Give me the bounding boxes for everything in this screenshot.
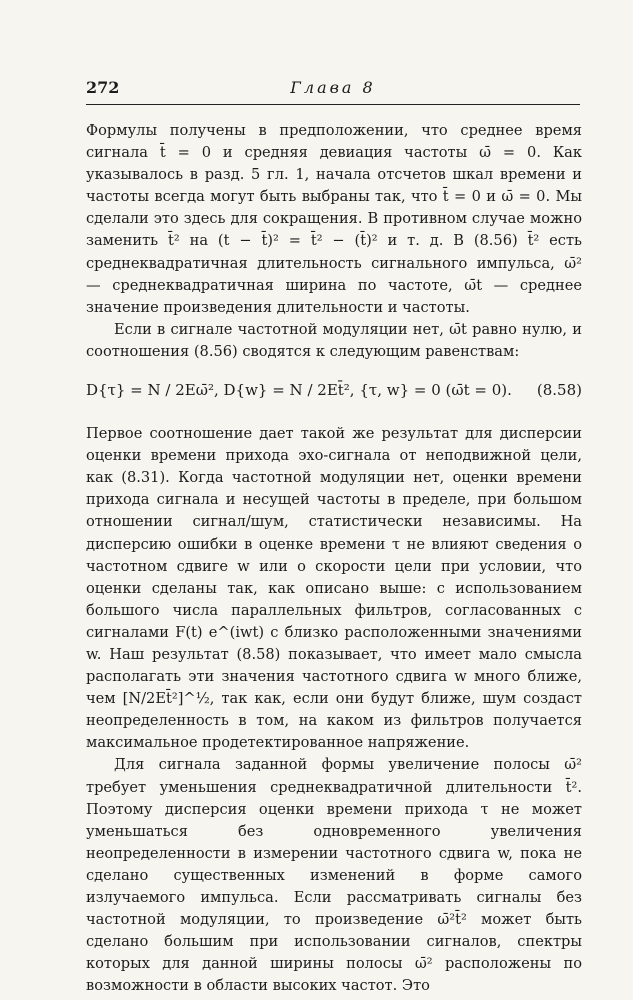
header-rule: [86, 104, 580, 105]
page-number: 272: [86, 78, 120, 97]
formula-expression: D{τ} = N / 2Eω̄², D{w} = N / 2Et̄², {τ, w} = 0 (ω̄t = 0).: [86, 381, 512, 400]
chapter-heading: Глава 8: [290, 78, 376, 97]
formula-number: (8.58): [536, 381, 582, 400]
page-body: [86, 120, 582, 997]
paragraph-3: Первое соотношение дает такой же результат для дисперсии оценки времени прихода эхо-сигнала от неподвижной цели, как (8.31). Когда частотной модуляции нет, оценки времени прихода сигнала и несущей частоты в пределе, при большом отношении сигнал/шум, статистически независимы. На дисперсию ошибки в оценке времени τ не влияют сведения о частотном сдвиге w или о скорости цели при условии, что оценки сделаны так, как описано выше: с использованием большого числа параллельных фильтров, согласованных с сигналами F(t) e^(iwt) с близко расположенными значениями w. Наш результат (8.58) показывает, что имеет мало смысла располагать эти значения частотного сдвига w много ближе, чем [N/2Et̄²]^½, так как, если они будут ближе, шум создаст неопределенность в том, на каком из фильтров получается максимальное продетектированное напряжение.: [86, 425, 582, 752]
formula-8-58: [86, 365, 582, 419]
paragraph-4: Для сигнала заданной формы увеличение полосы ω̄² требует уменьшения среднеквадратичной длительности t̄². Поэтому дисперсия оценки времени прихода τ не может уменьшаться без одновременного увеличения неопределенности в измерении частотного сдвига w, пока не сделано существенных изменений в форме самого излучаемого импульса. Если рассматривать сигналы без частотной модуляции, то произведение ω̄²t̄² может быть сделано большим при использовании сигналов, спектры которых для данной ширины полосы ω̄² расположены по возможности в области высоких частот. Это: [86, 756, 582, 995]
paragraph-1: Формулы получены в предположении, что среднее время сигнала t̄ = 0 и средняя девиация частоты ω̄ = 0. Как указывалось в разд. 5 гл. 1, начала отсчетов шкал времени и частоты всегда могут быть выбраны так, что t̄ = 0 и ω̄ = 0. Мы сделали это здесь для сокращения. В противном случае можно заменить t̄² на (t − t̄)² = t̄² − (t̄)² и т. д. В (8.56) t̄² есть среднеквадратичная длительность сигнального импульса, ω̄² — среднеквадратичная ширина по частоте, ω̄t — среднее значение произведения длительности и частоты.: [86, 122, 582, 316]
page-header: [86, 76, 580, 102]
paragraph-2: Если в сигнале частотной модуляции нет, ω̄t равно нулю, и соотношения (8.56) сводятся к следующим равенствам:: [86, 320, 582, 360]
